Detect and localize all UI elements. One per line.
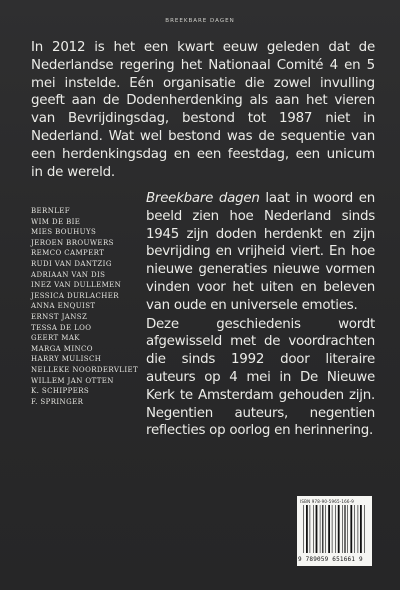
barcode-bar	[310, 505, 311, 553]
description-paragraph-1-text: laat in woord en beeld zien hoe Nederland sinds 1945 zijn doden herdenkt en zijn bevrijding en vrijheid viert. En hoe nieuwe generaties nieuwe vormen vinden voor het uiten en beleven van oude en universele emoties.	[146, 191, 375, 313]
book-title: Breekbare dagen	[146, 191, 260, 206]
barcode-bar	[350, 505, 352, 553]
author-name: WILLEM JAN OTTEN	[31, 376, 114, 385]
barcode-bars	[303, 505, 367, 555]
isbn-barcode	[297, 496, 372, 566]
author-name: RUDI VAN DANTZIG	[31, 259, 112, 268]
barcode-bar	[325, 505, 326, 553]
author-name: ERNST JANSZ	[31, 312, 88, 321]
author-name: MIES BOUHUYS	[31, 228, 97, 237]
barcode-bar	[354, 505, 355, 553]
author-name: JEROEN BROUWERS	[31, 238, 114, 247]
barcode-bar	[332, 505, 333, 553]
barcode-bar	[364, 505, 365, 553]
author-name: F. SPRINGER	[31, 397, 84, 406]
author-name: TESSA DE LOO	[31, 323, 92, 332]
author-name: HARRY MULISCH	[31, 355, 102, 364]
author-name: BERNLEF	[31, 207, 71, 215]
author-name: GEERT MAK	[31, 334, 80, 343]
barcode-bar	[347, 505, 348, 553]
barcode-bar	[342, 505, 343, 553]
barcode-bar	[322, 505, 323, 553]
barcode-bar	[360, 505, 362, 553]
barcode-bar	[344, 505, 345, 553]
intro-paragraph: In 2012 is het een kwart eeuw geleden dat de Nederlandse regering het Nationaal Comité 4 en 5 mei instelde. Eén organisatie die zowel invulling geeft aan de Dodenherdenking als aan het vieren van Bevrijdingsdag, bestond tot 1987 niet in Nederland. Wat wel bestond was de sequentie van een herdenkingsdag en een feestdag, een unicum in de wereld.	[31, 40, 375, 180]
barcode-bar	[316, 505, 318, 553]
author-name: INEZ VAN DULLEMEN	[31, 281, 122, 290]
description	[146, 190, 375, 440]
description-paragraph-2: Deze geschiedenis wordt afgewisseld met de voordrachten die sinds 1992 door literaire auteurs op 4 mei in De Nieuwe Kerk te Amsterdam gehouden zijn. Negentien auteurs, negentien reflecties op oorlog en herinnering.	[146, 316, 375, 439]
author-name: JESSICA DURLACHER	[31, 291, 119, 300]
barcode-bar	[358, 505, 359, 553]
barcode-bar	[338, 505, 340, 553]
author-list	[31, 206, 141, 407]
series-title: BREEKBARE DAGEN	[165, 18, 235, 24]
barcode-bar	[320, 505, 321, 553]
barcode-bar	[303, 505, 304, 553]
barcode-bar	[313, 505, 314, 553]
description-paragraph-1	[146, 190, 375, 315]
author-name: K. SCHIPPERS	[31, 387, 90, 396]
barcode-bar	[335, 505, 336, 553]
author-name: ADRIAAN VAN DIS	[31, 270, 106, 279]
author-name: WIM DE BIE	[31, 217, 81, 226]
author-name: NELLEKE NOORDERVLIET	[31, 365, 139, 374]
isbn-digits: 9 789059 651661 9	[298, 556, 363, 563]
barcode-bar	[328, 505, 330, 553]
author-name: MARGA MINCO	[31, 344, 93, 353]
author-name: REMCO CAMPERT	[31, 249, 105, 258]
author-name: ANNA ENQUIST	[31, 302, 96, 311]
isbn-label: ISBN 978-90-5965-166-9	[300, 499, 354, 504]
barcode-bar	[306, 505, 308, 553]
